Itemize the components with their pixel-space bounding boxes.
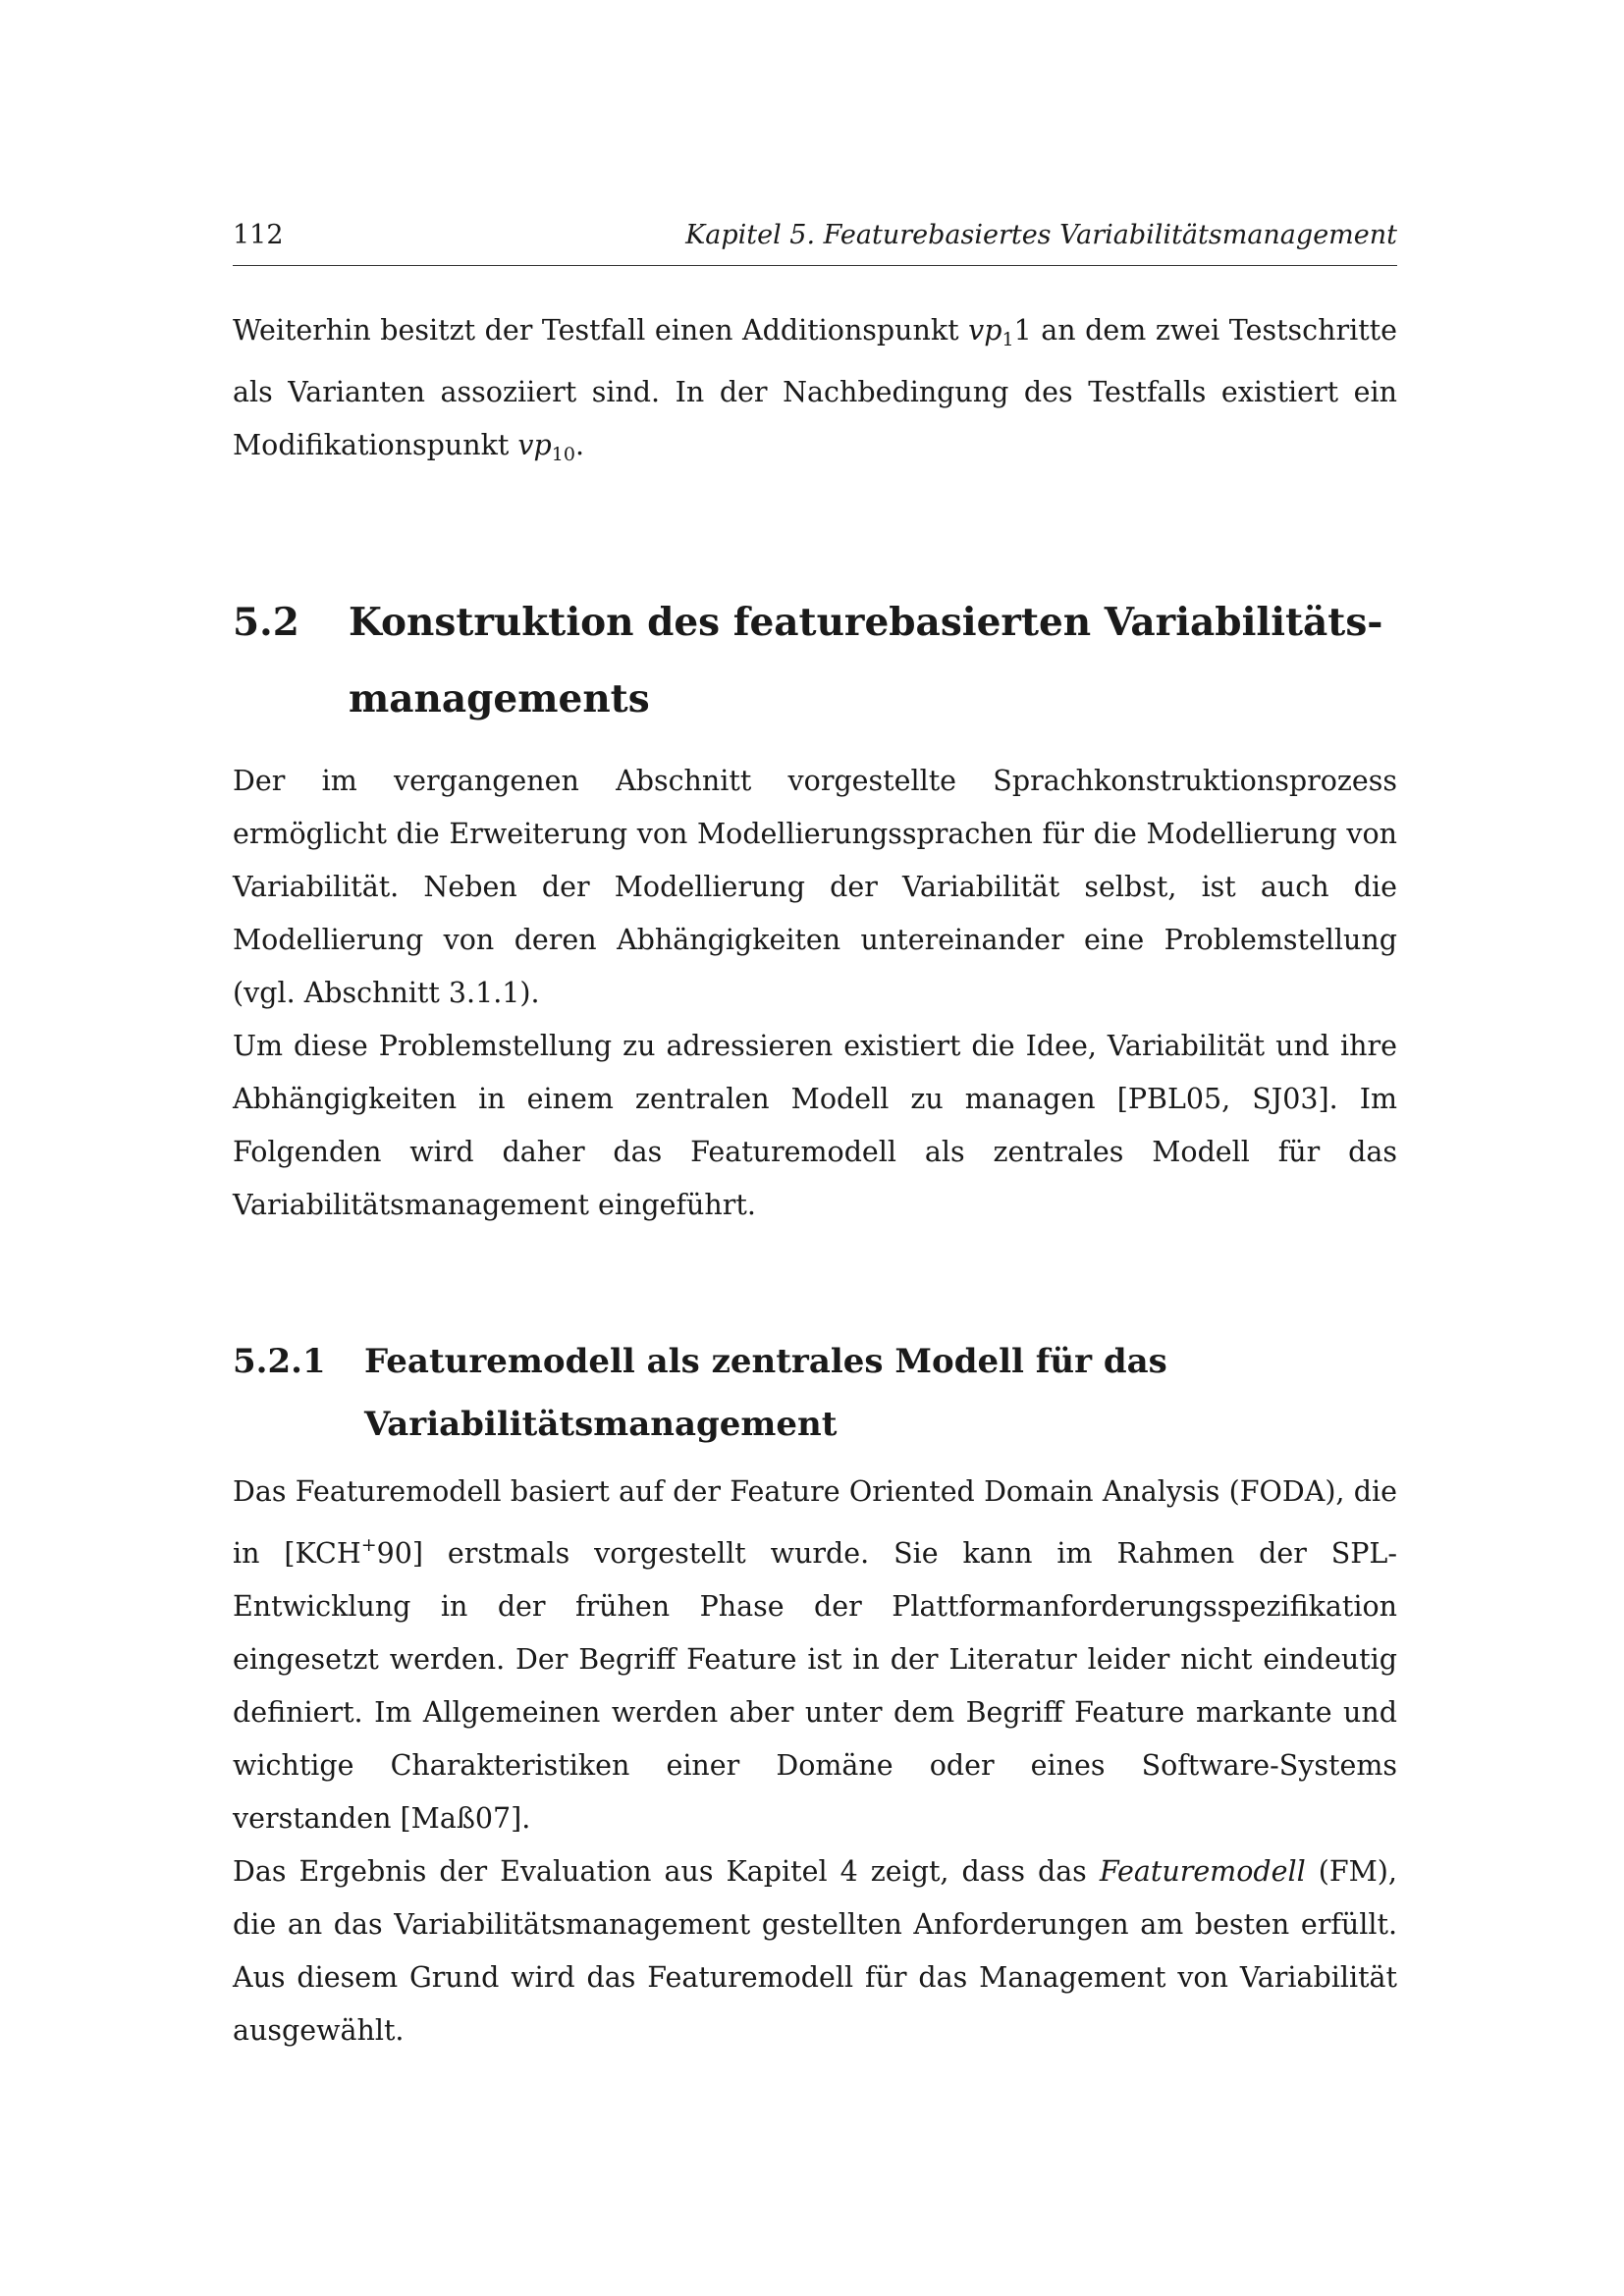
sub-para1-text-1: Das Featuremodell basiert auf der Feature Oriented Domain Analysis (FODA), die in [KCH — [233, 1475, 1397, 1570]
page-number: 112 — [233, 220, 284, 250]
intro-text-2: 1 an dem zwei Testschritte als Varianten assoziiert sind. In der Nachbedingung des Testfalls existiert ein Modifikationspunkt — [233, 314, 1397, 461]
section-title-line-2: managements — [349, 676, 650, 721]
subsection-heading — [233, 1330, 1397, 1456]
running-head: Kapitel 5. Featurebasiertes Variabilitätsmanagement — [685, 220, 1397, 250]
subsection-title-line-1: Featuremodell als zentrales Modell für das — [364, 1342, 1167, 1381]
math-vp10-base: vp — [517, 429, 552, 461]
math-vp10-subscript: 10 — [551, 444, 575, 465]
section-paragraph-1: Der im vergangenen Abschnitt vorgestellte Sprachkonstruktionsprozess ermöglicht die Erweiterung von Modellierungssprachen für die Modellierung von Variabilität. Neben der Modellierung der Variabilität selbst, ist auch die Modellierung von deren Abhängigkeiten untereinander eine Problemstellung (vgl. Abschnitt 3.1.1). — [233, 765, 1397, 1009]
section-title-line-1: Konstruktion des featurebasierten Variabilitäts- — [349, 600, 1383, 645]
citation-superscript: + — [360, 1534, 377, 1556]
section-number: 5.2 — [233, 600, 299, 645]
subsection-paragraph-1 — [233, 1466, 1397, 1845]
intro-text-1: Weiterhin besitzt der Testfall einen Additionspunkt — [233, 314, 969, 347]
math-vp1-base: vp — [968, 314, 1002, 347]
math-vp10 — [517, 429, 575, 465]
sub-para2-text-2: (FM), die an das Variabilitätsmanagement gestellten Anforderungen am besten erfüllt. Aus diesem Grund wird das Featuremodell für das Management von Variabilität ausgewählt. — [233, 1855, 1397, 2047]
emphasis-featuremodell: Featuremodell — [1099, 1855, 1306, 1888]
page-content — [233, 304, 1397, 2057]
page-header — [233, 216, 1397, 266]
sub-para1-text-2: 90] erstmals vorgestellt wurde. Sie kann im Rahmen der SPL-Entwicklung in der frühen Phase der Plattformanforderungsspezifikation eingesetzt werden. Der Begriff Feature ist in der Literatur leider nicht eindeutig definiert. Im Allgemeinen werden aber unter dem Begriff Feature markante und wichtige Charakteristiken einer Domäne oder eines Software-Systems verstanden [Maß07]. — [233, 1537, 1397, 1835]
intro-text-3: . — [574, 429, 585, 461]
subsection-number: 5.2.1 — [233, 1342, 326, 1381]
subsection-title-line-2: Variabilitätsmanagement — [364, 1405, 838, 1444]
math-vp1 — [968, 314, 1014, 350]
section-heading — [233, 584, 1397, 737]
sub-para2-text-1: Das Ergebnis der Evaluation aus Kapitel 4 zeigt, dass das — [233, 1855, 1100, 1888]
math-vp1-subscript: 1 — [1001, 329, 1014, 350]
subsection-paragraph-2 — [233, 1845, 1397, 2057]
intro-paragraph — [233, 304, 1397, 481]
section-paragraph-2: Um diese Problemstellung zu adressieren existiert die Idee, Variabilität und ihre Abhängigkeiten in einem zentralen Modell zu managen [PBL05, SJ03]. Im Folgenden wird daher das Featuremodell als zentrales Modell für das Variabilitätsmanagement eingeführt. — [233, 1030, 1397, 1221]
